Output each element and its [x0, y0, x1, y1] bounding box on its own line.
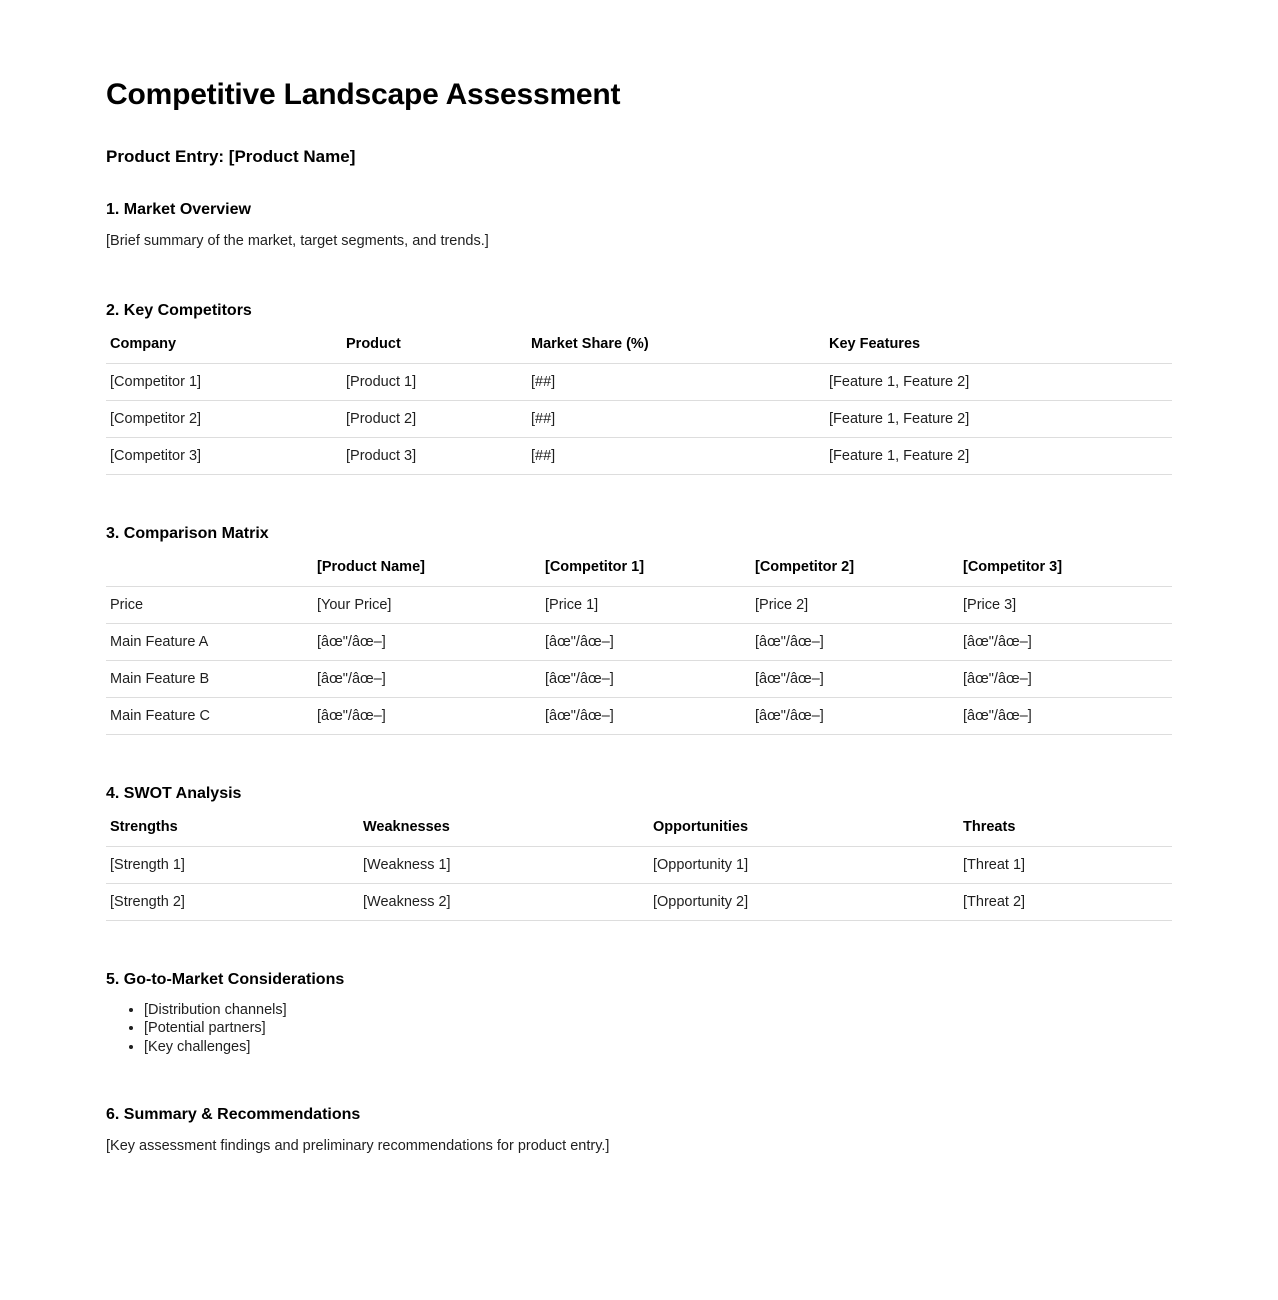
spacer — [106, 735, 1172, 785]
cell-threat: [Threat 1] — [959, 846, 1172, 883]
cell-key-features: [Feature 1, Feature 2] — [825, 363, 1172, 400]
table-row — [106, 586, 1172, 623]
cell-product: [Product 3] — [342, 437, 527, 474]
table-row — [106, 697, 1172, 734]
cell-value: [âœ"/âœ–] — [751, 660, 959, 697]
market-overview-body: [Brief summary of the market, target segments, and trends.] — [106, 232, 489, 249]
cell-market-share: [##] — [527, 363, 825, 400]
cell-value: [âœ"/âœ–] — [751, 623, 959, 660]
cell-product: [Product 2] — [342, 400, 527, 437]
key-competitors-table-block — [106, 332, 1172, 475]
cell-strength: [Strength 1] — [106, 846, 359, 883]
cell-value: [Price 2] — [751, 586, 959, 623]
cell-value: [âœ"/âœ–] — [313, 623, 541, 660]
cell-row-label: Price — [106, 586, 313, 623]
cell-value: [âœ"/âœ–] — [313, 697, 541, 734]
cell-row-label: Main Feature A — [106, 623, 313, 660]
table-row — [106, 883, 1172, 920]
cell-company: [Competitor 3] — [106, 437, 342, 474]
spacer — [106, 921, 1172, 971]
summary-body: [Key assessment findings and preliminary recommendations for product entry.] — [106, 1138, 610, 1155]
cell-value: [âœ"/âœ–] — [541, 660, 751, 697]
column-header-competitor-3: [Competitor 3] — [963, 558, 1063, 575]
cell-row-label: Main Feature B — [106, 660, 313, 697]
column-header-company: Company — [110, 335, 177, 352]
column-header-attribute — [106, 555, 313, 587]
cell-opportunity: [Opportunity 1] — [649, 846, 959, 883]
list-item: • [Distribution channels] — [144, 1001, 1172, 1020]
cell-key-features: [Feature 1, Feature 2] — [825, 400, 1172, 437]
section-heading-swot-analysis: 4. SWOT Analysis — [106, 784, 242, 802]
cell-market-share: [##] — [527, 437, 825, 474]
column-header-key-features: Key Features — [829, 335, 921, 352]
cell-product: [Product 1] — [342, 363, 527, 400]
column-header-threats: Threats — [963, 818, 1016, 835]
cell-key-features: [Feature 1, Feature 2] — [825, 437, 1172, 474]
go-to-market-list — [106, 1001, 1172, 1057]
cell-value: [âœ"/âœ–] — [541, 697, 751, 734]
spacer — [106, 1056, 1172, 1106]
cell-value: [âœ"/âœ–] — [959, 660, 1172, 697]
swot-table — [106, 815, 1172, 921]
cell-value: [âœ"/âœ–] — [751, 697, 959, 734]
section-heading-key-competitors: 2. Key Competitors — [106, 301, 252, 319]
comparison-matrix-table — [106, 555, 1172, 735]
product-entry-subtitle: Product Entry: [Product Name] — [106, 146, 356, 166]
cell-company: [Competitor 1] — [106, 363, 342, 400]
cell-company: [Competitor 2] — [106, 400, 342, 437]
section-heading-comparison-matrix: 3. Comparison Matrix — [106, 524, 269, 542]
column-header-competitor-1: [Competitor 1] — [545, 558, 645, 575]
comparison-matrix-table-block — [106, 555, 1172, 735]
column-header-strengths: Strengths — [110, 818, 178, 835]
column-header-competitor-2: [Competitor 2] — [755, 558, 855, 575]
section-heading-market-overview: 1. Market Overview — [106, 200, 251, 218]
column-header-opportunities: Opportunities — [653, 818, 749, 835]
column-header-product-name: [Product Name] — [317, 558, 425, 575]
table-row — [106, 623, 1172, 660]
cell-opportunity: [Opportunity 2] — [649, 883, 959, 920]
column-header-weaknesses: Weaknesses — [363, 818, 450, 835]
spacer — [106, 252, 1172, 302]
swot-table-block — [106, 815, 1172, 921]
table-row — [106, 660, 1172, 697]
spacer — [106, 475, 1172, 525]
cell-value: [âœ"/âœ–] — [313, 660, 541, 697]
column-header-market-share: Market Share (%) — [531, 335, 649, 352]
cell-value: [âœ"/âœ–] — [541, 623, 751, 660]
column-header-product: Product — [346, 335, 401, 352]
table-row — [106, 437, 1172, 474]
table-header-row — [106, 332, 1172, 364]
cell-strength: [Strength 2] — [106, 883, 359, 920]
cell-weakness: [Weakness 2] — [359, 883, 649, 920]
cell-value: [Price 3] — [959, 586, 1172, 623]
key-competitors-table — [106, 332, 1172, 475]
cell-value: [âœ"/âœ–] — [959, 697, 1172, 734]
section-heading-summary-recommendations: 6. Summary & Recommendations — [106, 1106, 361, 1124]
cell-value: [Your Price] — [313, 586, 541, 623]
list-item: • [Key challenges] — [144, 1038, 1172, 1057]
table-row — [106, 846, 1172, 883]
cell-threat: [Threat 2] — [959, 883, 1172, 920]
table-row — [106, 363, 1172, 400]
cell-row-label: Main Feature C — [106, 697, 313, 734]
table-row — [106, 400, 1172, 437]
table-header-row — [106, 555, 1172, 587]
cell-value: [âœ"/âœ–] — [959, 623, 1172, 660]
section-heading-go-to-market: 5. Go-to-Market Considerations — [106, 970, 345, 988]
cell-value: [Price 1] — [541, 586, 751, 623]
list-item: • [Potential partners] — [144, 1019, 1172, 1038]
page-title: Competitive Landscape Assessment — [106, 78, 621, 111]
table-header-row — [106, 815, 1172, 847]
cell-market-share: [##] — [527, 400, 825, 437]
cell-weakness: [Weakness 1] — [359, 846, 649, 883]
